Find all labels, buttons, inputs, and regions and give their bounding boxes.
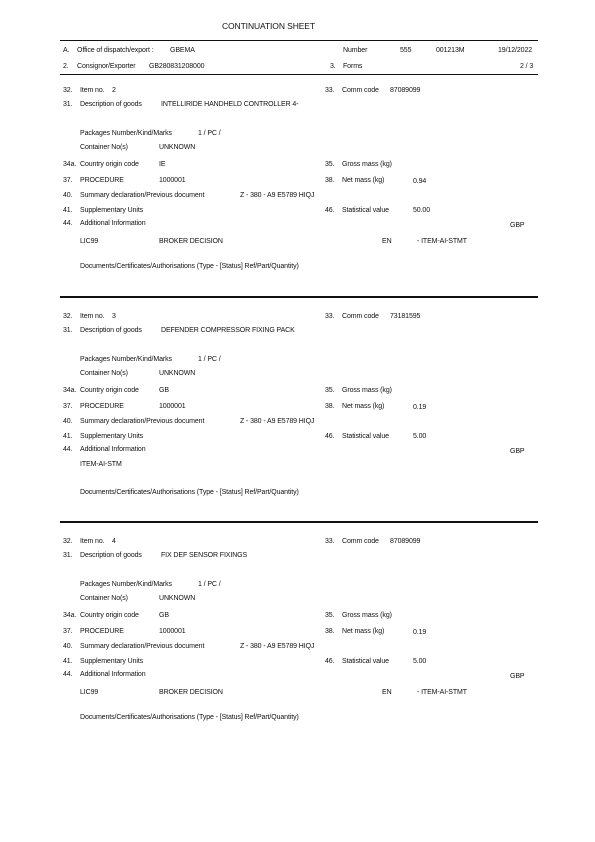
packages-value: 1 / PC / xyxy=(198,130,221,137)
comm-code-label: Comm code xyxy=(342,538,379,545)
header-rule xyxy=(60,40,538,41)
summary-label: Summary declaration/Previous document xyxy=(80,192,205,199)
description-label: Description of goods xyxy=(80,327,142,334)
office-value: GBEMA xyxy=(170,47,195,54)
comm-code-code: 33. xyxy=(325,313,335,320)
statistical-value: 5.00 xyxy=(413,433,427,440)
description-label: Description of goods xyxy=(80,552,142,559)
packages-label: Packages Number/Kind/Marks xyxy=(80,581,172,588)
packages-value: 1 / PC / xyxy=(198,581,221,588)
page-title: CONTINUATION SHEET xyxy=(222,21,315,31)
comm-code-label: Comm code xyxy=(342,313,379,320)
item-no-code: 32. xyxy=(63,87,73,94)
currency-value: GBP xyxy=(510,448,525,455)
office-code: A. xyxy=(63,47,70,54)
net-mass-value: 0.19 xyxy=(413,404,427,411)
number-label: Number xyxy=(343,47,368,54)
comm-code-value: 87089099 xyxy=(390,87,421,94)
reference-value: 001213M xyxy=(436,47,465,54)
gross-mass-label: Gross mass (kg) xyxy=(342,387,392,394)
consignor-label: Consignor/Exporter xyxy=(77,63,136,70)
item-divider xyxy=(60,521,538,523)
origin-label: Country origin code xyxy=(80,161,139,168)
summary-code: 40. xyxy=(63,643,73,650)
additional-info-text: BROKER DECISION xyxy=(159,689,223,696)
statistical-value: 50.00 xyxy=(413,207,431,214)
net-mass-value: 0.19 xyxy=(413,629,427,636)
net-mass-label: Net mass (kg) xyxy=(342,628,385,635)
origin-label: Country origin code xyxy=(80,612,139,619)
additional-info-label: Additional Information xyxy=(80,671,146,678)
gross-mass-label: Gross mass (kg) xyxy=(342,612,392,619)
comm-code-label: Comm code xyxy=(342,87,379,94)
additional-info-item: - ITEM-AI-STMT xyxy=(417,689,467,696)
origin-code: 34a. xyxy=(63,387,77,394)
item-no-code: 32. xyxy=(63,313,73,320)
net-mass-label: Net mass (kg) xyxy=(342,403,385,410)
net-mass-value: 0.94 xyxy=(413,178,427,185)
origin-code: 34a. xyxy=(63,161,77,168)
additional-info-code: 44. xyxy=(63,220,73,227)
procedure-label: PROCEDURE xyxy=(80,403,124,410)
statistical-label: Statistical value xyxy=(342,433,389,440)
procedure-code: 37. xyxy=(63,403,73,410)
net-mass-code: 38. xyxy=(325,177,335,184)
description-value: INTELLIRIDE HANDHELD CONTROLLER 4- xyxy=(161,101,299,108)
comm-code-value: 73181595 xyxy=(390,313,421,320)
gross-mass-code: 35. xyxy=(325,161,335,168)
description-code: 31. xyxy=(63,552,73,559)
consignor-code: 2. xyxy=(63,63,69,70)
gross-mass-label: Gross mass (kg) xyxy=(342,161,392,168)
header-bottom-rule xyxy=(60,74,538,75)
additional-info-text: BROKER DECISION xyxy=(159,238,223,245)
additional-info-code: 44. xyxy=(63,446,73,453)
additional-info-inline-text: ITEM-AI-STM xyxy=(80,461,122,468)
packages-label: Packages Number/Kind/Marks xyxy=(80,356,172,363)
net-mass-label: Net mass (kg) xyxy=(342,177,385,184)
description-value: FIX DEF SENSOR FIXINGS xyxy=(161,552,248,559)
container-value: UNKNOWN xyxy=(159,595,196,602)
supplementary-code: 41. xyxy=(63,433,73,440)
packages-value: 1 / PC / xyxy=(198,356,221,363)
comm-code-value: 87089099 xyxy=(390,538,421,545)
additional-info-item: - ITEM-AI-STMT xyxy=(417,238,467,245)
origin-label: Country origin code xyxy=(80,387,139,394)
item-no-label: Item no. xyxy=(80,87,105,94)
statistical-label: Statistical value xyxy=(342,207,389,214)
additional-info-label: Additional Information xyxy=(80,446,146,453)
summary-value: Z - 380 - A9 E5789 HIQJ xyxy=(240,418,315,425)
gross-mass-code: 35. xyxy=(325,612,335,619)
supplementary-label: Supplementary Units xyxy=(80,207,144,214)
container-label: Container No(s) xyxy=(80,370,128,377)
currency-value: GBP xyxy=(510,222,525,229)
documents-label: Documents/Certificates/Authorisations (Type - [Status] Ref/Part/Quantity) xyxy=(80,489,299,496)
additional-info-code: 44. xyxy=(63,671,73,678)
summary-value: Z - 380 - A9 E5789 HIQJ xyxy=(240,643,315,650)
procedure-code: 37. xyxy=(63,177,73,184)
summary-label: Summary declaration/Previous document xyxy=(80,643,205,650)
item-no-value: 3 xyxy=(112,313,116,320)
date-value: 19/12/2022 xyxy=(498,47,533,54)
forms-code: 3. xyxy=(330,63,336,70)
summary-code: 40. xyxy=(63,418,73,425)
currency-value: GBP xyxy=(510,673,525,680)
supplementary-label: Supplementary Units xyxy=(80,433,144,440)
gross-mass-code: 35. xyxy=(325,387,335,394)
procedure-label: PROCEDURE xyxy=(80,177,124,184)
origin-code: 34a. xyxy=(63,612,77,619)
container-value: UNKNOWN xyxy=(159,144,196,151)
summary-code: 40. xyxy=(63,192,73,199)
description-label: Description of goods xyxy=(80,101,142,108)
procedure-value: 1000001 xyxy=(159,403,186,410)
origin-value: GB xyxy=(159,612,169,619)
container-label: Container No(s) xyxy=(80,595,128,602)
additional-info-code-value: LIC99 xyxy=(80,238,99,245)
statistical-code: 46. xyxy=(325,433,335,440)
description-code: 31. xyxy=(63,101,73,108)
origin-value: IE xyxy=(159,161,166,168)
additional-info-code-value: LIC99 xyxy=(80,689,99,696)
description-value: DEFENDER COMPRESSOR FIXING PACK xyxy=(161,327,295,334)
item-divider xyxy=(60,296,538,298)
item-no-label: Item no. xyxy=(80,538,105,545)
container-label: Container No(s) xyxy=(80,144,128,151)
statistical-label: Statistical value xyxy=(342,658,389,665)
summary-label: Summary declaration/Previous document xyxy=(80,418,205,425)
statistical-code: 46. xyxy=(325,658,335,665)
item-no-code: 32. xyxy=(63,538,73,545)
item-no-label: Item no. xyxy=(80,313,105,320)
office-label: Office of dispatch/export : xyxy=(77,47,154,54)
statistical-code: 46. xyxy=(325,207,335,214)
number-value: 555 xyxy=(400,47,412,54)
net-mass-code: 38. xyxy=(325,628,335,635)
additional-info-language: EN xyxy=(382,689,392,696)
procedure-label: PROCEDURE xyxy=(80,628,124,635)
procedure-value: 1000001 xyxy=(159,177,186,184)
item-no-value: 4 xyxy=(112,538,116,545)
additional-info-label: Additional Information xyxy=(80,220,146,227)
forms-value: 2 / 3 xyxy=(520,63,534,70)
documents-label: Documents/Certificates/Authorisations (Type - [Status] Ref/Part/Quantity) xyxy=(80,263,299,270)
statistical-value: 5.00 xyxy=(413,658,427,665)
summary-value: Z - 380 - A9 E5789 HIQJ xyxy=(240,192,315,199)
packages-label: Packages Number/Kind/Marks xyxy=(80,130,172,137)
supplementary-label: Supplementary Units xyxy=(80,658,144,665)
additional-info-language: EN xyxy=(382,238,392,245)
consignor-value: GB280831208000 xyxy=(149,63,205,70)
description-code: 31. xyxy=(63,327,73,334)
supplementary-code: 41. xyxy=(63,658,73,665)
forms-label: Forms xyxy=(343,63,363,70)
procedure-code: 37. xyxy=(63,628,73,635)
procedure-value: 1000001 xyxy=(159,628,186,635)
documents-label: Documents/Certificates/Authorisations (Type - [Status] Ref/Part/Quantity) xyxy=(80,714,299,721)
origin-value: GB xyxy=(159,387,169,394)
supplementary-code: 41. xyxy=(63,207,73,214)
container-value: UNKNOWN xyxy=(159,370,196,377)
comm-code-code: 33. xyxy=(325,87,335,94)
net-mass-code: 38. xyxy=(325,403,335,410)
item-no-value: 2 xyxy=(112,87,116,94)
comm-code-code: 33. xyxy=(325,538,335,545)
